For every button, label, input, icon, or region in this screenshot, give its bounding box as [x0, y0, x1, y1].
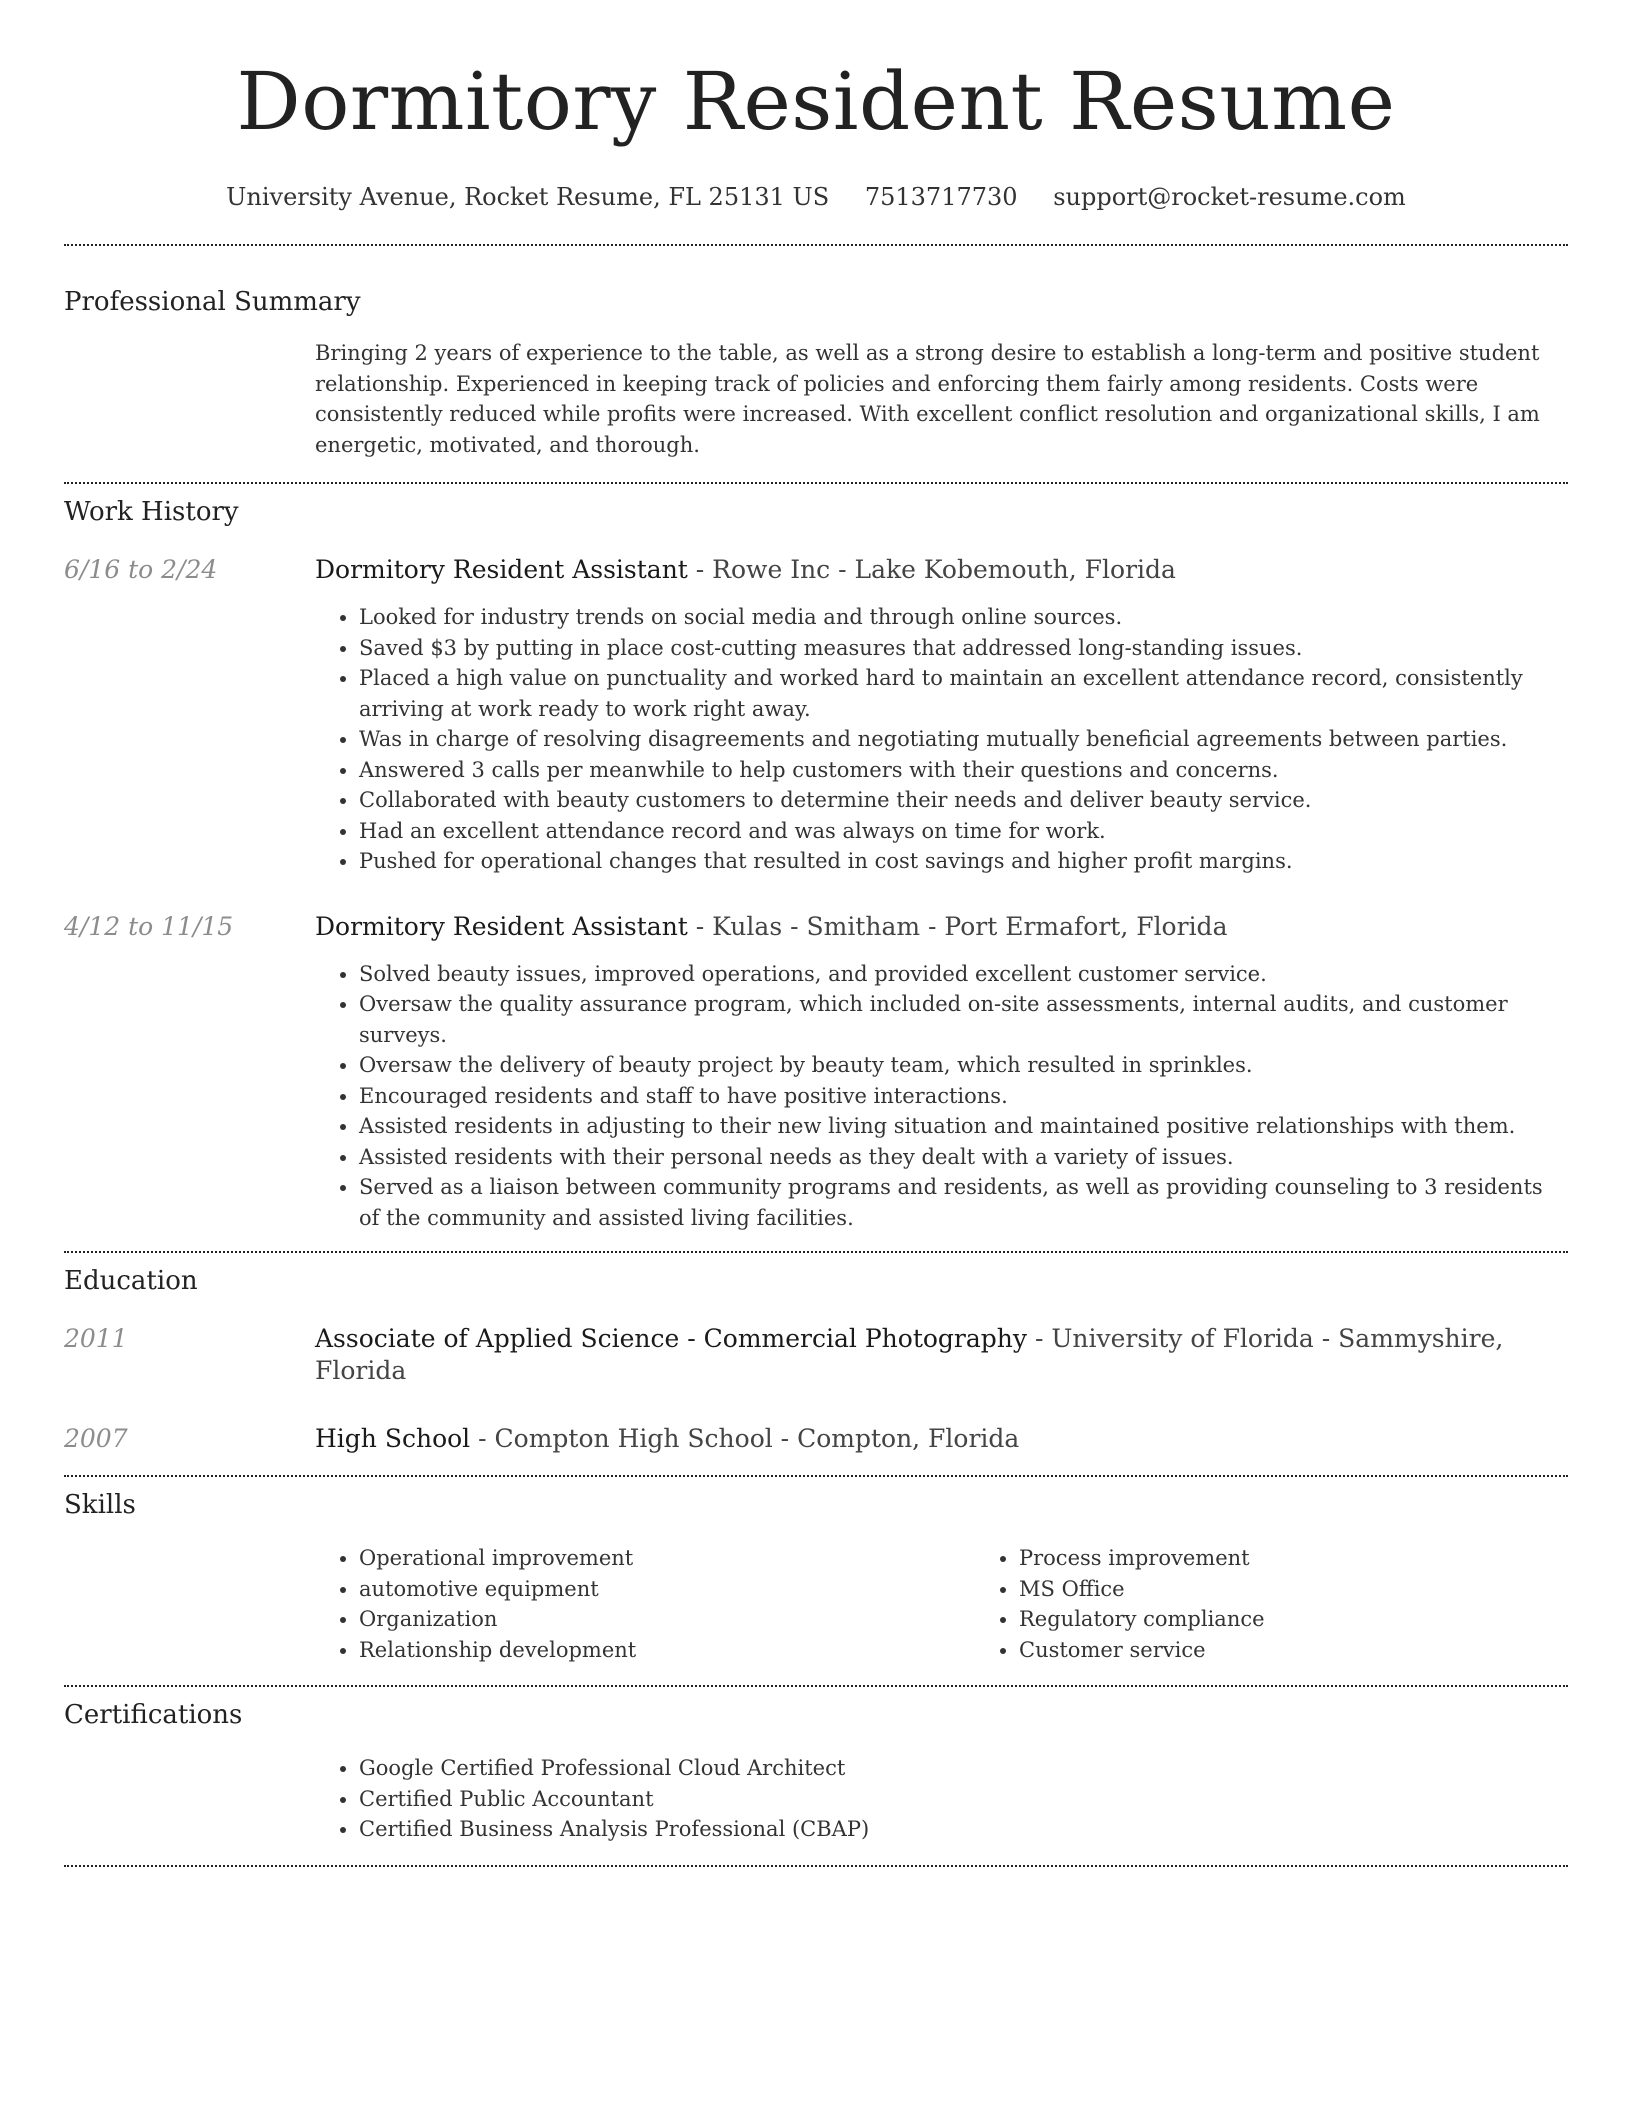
contact-line — [64, 182, 1568, 212]
list-item: • Had an excellent attendance record and was always on time for work. — [359, 816, 1568, 847]
list-item: • Organization — [359, 1604, 975, 1635]
education-heading: Education — [64, 1266, 198, 1296]
job-bullets — [315, 959, 1568, 1234]
list-item: • Certified Business Analysis Professional (CBAP) — [359, 1814, 1568, 1845]
list-item: • Operational improvement — [359, 1543, 975, 1574]
list-item: • Oversaw the quality assurance program, which included on-site assessments, internal audits, and customer surveys. — [359, 989, 1568, 1050]
job-entry — [64, 554, 1568, 877]
list-item: • Solved beauty issues, improved operations, and provided excellent customer service. — [359, 959, 1568, 990]
education-title — [315, 1323, 1568, 1387]
certifications-list — [315, 1753, 1568, 1845]
certifications-section — [64, 1687, 1568, 1845]
education-degree: High School — [315, 1424, 471, 1453]
education-degree: Associate of Applied Science - Commercial Photography — [315, 1324, 1027, 1353]
certifications-heading: Certifications — [64, 1700, 243, 1730]
summary-heading: Professional Summary — [64, 287, 361, 317]
summary-text: Bringing 2 years of experience to the table, as well as a strong desire to establish a long-term and positive student relationship. Experienced in keeping track of policies and enforcing them fairly among residents. Costs were consistently reduced while profits were increased. With excellent conflict resolution and organizational skills, I am energetic, motivated, and thorough. — [315, 341, 1540, 457]
list-item: • Assisted residents with their personal needs as they dealt with a variety of issues. — [359, 1142, 1568, 1173]
job-details: - Rowe Inc - Lake Kobemouth, Florida — [687, 555, 1176, 584]
education-year: 2007 — [64, 1424, 128, 1453]
skills-section — [64, 1477, 1568, 1665]
contact-email: support@rocket-resume.com — [1053, 183, 1406, 211]
list-item: • automotive equipment — [359, 1574, 975, 1605]
education-year: 2011 — [64, 1324, 128, 1353]
job-bullets — [315, 602, 1568, 877]
job-dates: 4/12 to 11/15 — [64, 911, 234, 941]
job-details: - Kulas - Smitham - Port Ermafort, Florida — [687, 911, 1228, 941]
list-item: • Certified Public Accountant — [359, 1784, 1568, 1815]
list-item: • Looked for industry trends on social media and through online sources. — [359, 602, 1568, 633]
skills-list-right — [975, 1543, 1632, 1665]
job-title — [315, 911, 1568, 943]
contact-address: University Avenue, Rocket Resume, FL 25131 US — [226, 183, 830, 211]
education-section — [64, 1253, 1568, 1455]
list-item: • Answered 3 calls per meanwhile to help customers with their questions and concerns. — [359, 755, 1568, 786]
list-item: • Process improvement — [1019, 1543, 1632, 1574]
work-history-section — [64, 484, 1568, 1233]
list-item: • Assisted residents in adjusting to their new living situation and maintained positive relationships with them. — [359, 1111, 1568, 1142]
job-role: Dormitory Resident Assistant — [315, 911, 688, 941]
contact-phone: 7513717730 — [864, 183, 1018, 211]
list-item: • Was in charge of resolving disagreements and negotiating mutually beneficial agreements between parties. — [359, 724, 1568, 755]
education-entry — [64, 1323, 1568, 1387]
list-item: • Encouraged residents and staff to have positive interactions. — [359, 1081, 1568, 1112]
education-entry — [64, 1423, 1568, 1455]
list-item: • Relationship development — [359, 1635, 975, 1666]
job-role: Dormitory Resident Assistant — [315, 555, 688, 584]
list-item: • Pushed for operational changes that resulted in cost savings and higher profit margins. — [359, 846, 1568, 877]
education-details: - University of Florida - Sammyshire, Florida — [315, 1324, 1504, 1385]
education-title — [315, 1423, 1568, 1455]
education-details: - Compton High School - Compton, Florida — [470, 1424, 1020, 1453]
list-item: • MS Office — [1019, 1574, 1632, 1605]
list-item: • Served as a liaison between community programs and residents, as well as providing counseling to 3 residents of the community and assisted living facilities. — [359, 1172, 1568, 1233]
section-divider — [64, 1865, 1568, 1867]
list-item: • Placed a high value on punctuality and worked hard to maintain an excellent attendance record, consistently arriving at work ready to work right away. — [359, 663, 1568, 724]
list-item: • Google Certified Professional Cloud Architect — [359, 1753, 1568, 1784]
work-history-heading: Work History — [64, 497, 239, 527]
job-entry — [64, 911, 1568, 1234]
list-item: • Collaborated with beauty customers to determine their needs and deliver beauty service. — [359, 785, 1568, 816]
skills-heading: Skills — [64, 1490, 136, 1520]
list-item: • Oversaw the delivery of beauty project by beauty team, which resulted in sprinkles. — [359, 1050, 1568, 1081]
list-item: • Saved $3 by putting in place cost-cutting measures that addressed long-standing issues. — [359, 633, 1568, 664]
job-dates: 6/16 to 2/24 — [64, 555, 218, 584]
summary-section — [64, 246, 1568, 460]
skills-list-left — [315, 1543, 975, 1665]
list-item: • Regulatory compliance — [1019, 1604, 1632, 1635]
list-item: • Customer service — [1019, 1635, 1632, 1666]
resume-title: Dormitory Resident Resume — [236, 55, 1396, 148]
job-title — [315, 554, 1568, 586]
